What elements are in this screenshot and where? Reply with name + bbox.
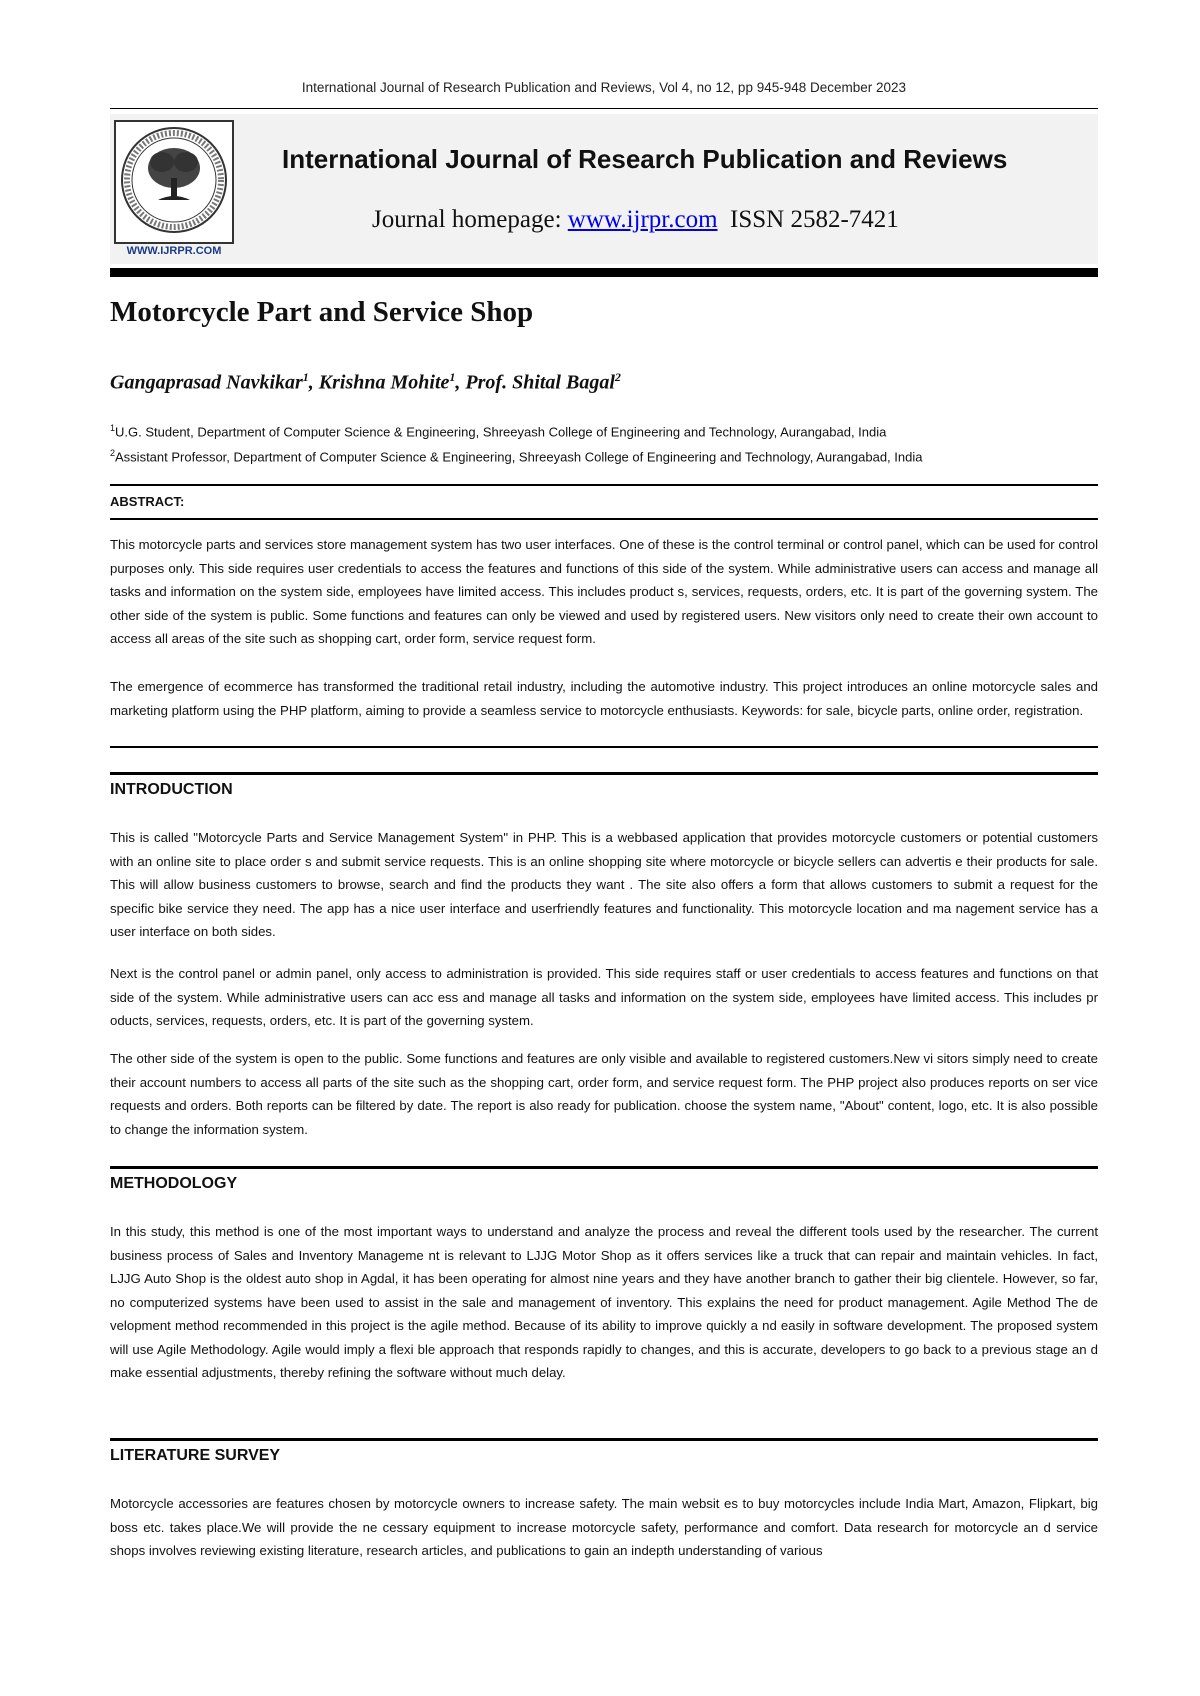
literature-survey-paragraph: Motorcycle accessories are features chosen by motorcycle owners to increase safety. The main websit es to buy motorcycles include India Mart, Amazon, Flipkart, big boss etc. takes place.We will provide the ne cessary equipment to increase motorcycle safety, performance and comfort. Data research for motorcycle an d service shops involves reviewing existing literature, research articles, and publications to gain an indepth understanding of various: [110, 1496, 1098, 1558]
methodology-paragraph: In this study, this method is one of the most important ways to understand and analyze the process and reveal the different tools used by the researcher. The current business process of Sales and Inventory Manageme nt is relevant to LJJG Motor Shop as it offers services like a truck that can repair and maintain vehicles. In fact, LJJG Auto Shop is the oldest auto shop in Agdal, it has been operating for almost nine years and they have another branch to gather their big clientele. However, so far, no computerized systems have been used to assist in the sale and management of inventory. This explains the need for product management. Agile Method The de velopment method recommended in this project is the agile method. Because of its ability to improve quickly a nd easily in software development. The proposed system will use Agile Methodology. Agile would imply a flexi ble approach that responds rapidly to changes, and this is accurate, developers to go back to a previous stage an d make essential adjustments, thereby refining the software without much delay.: [110, 1224, 1098, 1380]
journal-banner: [110, 114, 1098, 264]
affil-mark: 1: [110, 423, 116, 433]
author-name: Gangaprasad Navkikar: [110, 371, 303, 394]
affil-text: U.G. Student, Department of Computer Science & Engineering, Shreeyash College of Engineering and Technology, Aurangabad, India: [115, 424, 887, 440]
homepage-link[interactable]: www.ijrpr.com: [567, 206, 718, 233]
introduction-paragraph: The other side of the system is open to the public. Some functions and features are only visible and available to registered customers.New vi sitors simply need to create their account numbers to access all parts of the site such as the shopping cart, order form, and service request form. The PHP project also produces reports on ser vice requests and orders. Both reports can be filtered by date. The report is also ready for publication. choose the system name, "About" content, logo, etc. It is also possible to change the information system.: [110, 1051, 1098, 1137]
journal-homepage: [372, 206, 899, 234]
methodology-heading: METHODOLOGY: [110, 1175, 238, 1192]
author-list: Gangaprasad Navkikar$^1$, Krishna Mohite$^1$, Prof. Shital Bagal$^2$: [110, 370, 621, 394]
abstract-paragraph: The emergence of ecommerce has transformed the traditional retail industry, including the automotive industry. This project introduces an online motorcycle sales and marketing platform using the PHP platform, aiming to provide a seamless service to motorcycle enthusiasts. Keywords: for sale, bicycle parts, online order, registration.: [110, 679, 1098, 718]
abstract-bottom-rule: [110, 746, 1098, 748]
journal-logo-icon: [114, 120, 234, 258]
homepage-label: Journal homepage:: [372, 206, 568, 233]
introduction-paragraph: Next is the control panel or admin panel, only access to administration is provided. This side requires staff or user credentials to access features and functions on that side of the system. While administrative users can acc ess and manage all tasks and information on the system side, employees have limited access. This includes pr oducts, services, requests, orders, etc. It is part of the governing system.: [110, 966, 1098, 1028]
issn: ISSN 2582-7421: [730, 206, 899, 233]
abstract-label: ABSTRACT:: [110, 494, 185, 509]
header-rule: [110, 108, 1098, 109]
author-affil-mark: 1: [302, 370, 309, 384]
abstract-paragraph: This motorcycle parts and services store management system has two user interfaces. One of these is the control terminal or control panel, which can be used for control purposes only. This side requires user credentials to access the features and functions of this side of the system. While administrative users can access and manage all tasks and information on the system side, employees have limited access. This includes product s, services, requests, orders, etc. It is part of the governing system. The other side of the system is public. Some functions and features can only be viewed and used by registered users. New visitors only need to create their own account to access all areas of the site such as shopping cart, order form, service request form.: [110, 537, 1098, 646]
running-head: International Journal of Research Publication and Reviews, Vol 4, no 12, pp 945-948 December 2023: [301, 80, 907, 95]
affil-text: Assistant Professor, Department of Computer Science & Engineering, Shreeyash College of Engineering and Technology, Aurangabad, India: [115, 449, 923, 465]
affiliation-2: [110, 448, 922, 464]
author-name: Prof. Shital Bagal: [465, 371, 615, 394]
logo-text: WWW.IJRPR.COM: [126, 245, 222, 257]
literature-survey-heading: LITERATURE SURVEY: [110, 1447, 281, 1464]
section-rule: [110, 1438, 1098, 1441]
author-name: Krishna Mohite: [318, 371, 450, 394]
banner-rule: [110, 268, 1098, 277]
section-rule: [110, 772, 1098, 775]
author-affil-mark: 1: [449, 370, 456, 384]
section-rule: [110, 1166, 1098, 1169]
introduction-heading: INTRODUCTION: [110, 781, 233, 798]
abstract-label-rule: [110, 518, 1098, 520]
affiliation-1: [110, 423, 886, 439]
paper-title: Motorcycle Part and Service Shop: [110, 296, 534, 328]
abstract-top-rule: [110, 484, 1098, 486]
affil-mark: 2: [110, 448, 116, 458]
introduction-paragraph: This is called "Motorcycle Parts and Service Management System" in PHP. This is a webbased application that provides motorcycle customers or potential customers with an online site to place order s and submit service requests. This is an online shopping site where motorcycle or bicycle sellers can advertis e their products for sale. This will allow business customers to browse, search and find the products they want . The site also offers a form that allows customers to submit a request for the specific bike service they need. The app has a nice user interface and userfriendly features and functionality. This motorcycle location and ma nagement service has a user interface on both sides.: [110, 830, 1098, 939]
author-affil-mark: 2: [614, 370, 621, 384]
journal-title: International Journal of Research Publication and Reviews: [282, 144, 1008, 174]
